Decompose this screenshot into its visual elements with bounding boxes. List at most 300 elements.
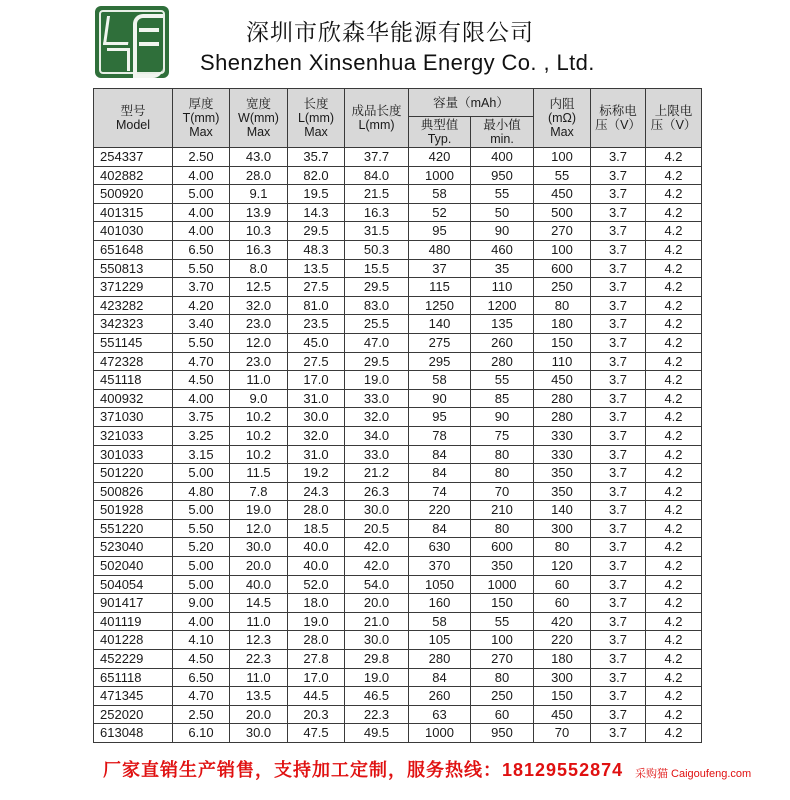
- cell-capacity-min: 250: [471, 687, 534, 706]
- cell-model: 401228: [94, 631, 173, 650]
- cell-nominal-voltage: 3.7: [591, 240, 646, 259]
- cell-thickness: 6.50: [173, 240, 230, 259]
- cell-model: 451118: [94, 371, 173, 390]
- cell-capacity-typ: 1000: [409, 166, 471, 185]
- cell-length: 40.0: [288, 538, 345, 557]
- cell-length: 31.0: [288, 389, 345, 408]
- cell-capacity-min: 260: [471, 333, 534, 352]
- cell-resistance: 350: [534, 482, 591, 501]
- cell-product-length: 50.3: [345, 240, 409, 259]
- cell-capacity-typ: 115: [409, 278, 471, 297]
- cell-capacity-min: 90: [471, 408, 534, 427]
- cell-model: 551145: [94, 333, 173, 352]
- cell-model: 401030: [94, 222, 173, 241]
- cell-length: 35.7: [288, 148, 345, 167]
- table-row: [94, 445, 702, 464]
- cell-product-length: 31.5: [345, 222, 409, 241]
- table-row: [94, 501, 702, 520]
- cell-thickness: 4.70: [173, 352, 230, 371]
- sales-hotline-slogan: 厂家直销生产销售，支持加工定制，服务热线：18129552874: [103, 760, 624, 780]
- cell-nominal-voltage: 3.7: [591, 371, 646, 390]
- cell-product-length: 84.0: [345, 166, 409, 185]
- table-row: [94, 538, 702, 557]
- cell-max-voltage: 4.2: [646, 687, 702, 706]
- cell-capacity-min: 55: [471, 612, 534, 631]
- cell-resistance: 330: [534, 426, 591, 445]
- cell-capacity-typ: 140: [409, 315, 471, 334]
- cell-resistance: 250: [534, 278, 591, 297]
- cell-model: 523040: [94, 538, 173, 557]
- cell-capacity-min: 350: [471, 557, 534, 576]
- cell-length: 19.5: [288, 185, 345, 204]
- cell-max-voltage: 4.2: [646, 259, 702, 278]
- cell-model: 501220: [94, 464, 173, 483]
- cell-resistance: 60: [534, 594, 591, 613]
- cell-thickness: 4.80: [173, 482, 230, 501]
- cell-max-voltage: 4.2: [646, 389, 702, 408]
- table-row: [94, 705, 702, 724]
- table-row: [94, 240, 702, 259]
- cell-resistance: 450: [534, 705, 591, 724]
- cell-capacity-min: 135: [471, 315, 534, 334]
- cell-capacity-min: 90: [471, 222, 534, 241]
- cell-capacity-typ: 58: [409, 371, 471, 390]
- cell-width: 9.1: [230, 185, 288, 204]
- cell-thickness: 4.20: [173, 296, 230, 315]
- cell-product-length: 83.0: [345, 296, 409, 315]
- cell-model: 901417: [94, 594, 173, 613]
- cell-thickness: 6.50: [173, 668, 230, 687]
- cell-nominal-voltage: 3.7: [591, 445, 646, 464]
- cell-product-length: 33.0: [345, 445, 409, 464]
- cell-resistance: 350: [534, 464, 591, 483]
- cell-model: 423282: [94, 296, 173, 315]
- cell-width: 23.0: [230, 315, 288, 334]
- cell-length: 14.3: [288, 203, 345, 222]
- cell-nominal-voltage: 3.7: [591, 612, 646, 631]
- cell-model: 551220: [94, 519, 173, 538]
- cell-resistance: 300: [534, 519, 591, 538]
- cell-resistance: 330: [534, 445, 591, 464]
- logo-stroke: [103, 16, 132, 45]
- cell-product-length: 30.0: [345, 501, 409, 520]
- cell-length: 45.0: [288, 333, 345, 352]
- table-row: [94, 482, 702, 501]
- cell-model: 472328: [94, 352, 173, 371]
- cell-product-length: 49.5: [345, 724, 409, 743]
- cell-width: 43.0: [230, 148, 288, 167]
- cell-resistance: 180: [534, 315, 591, 334]
- cell-thickness: 3.40: [173, 315, 230, 334]
- cell-thickness: 4.50: [173, 650, 230, 669]
- cell-thickness: 5.20: [173, 538, 230, 557]
- cell-max-voltage: 4.2: [646, 705, 702, 724]
- cell-capacity-min: 80: [471, 519, 534, 538]
- cell-resistance: 600: [534, 259, 591, 278]
- cell-model: 301033: [94, 445, 173, 464]
- cell-capacity-typ: 37: [409, 259, 471, 278]
- cell-product-length: 29.8: [345, 650, 409, 669]
- cell-max-voltage: 4.2: [646, 315, 702, 334]
- cell-capacity-min: 50: [471, 203, 534, 222]
- cell-length: 24.3: [288, 482, 345, 501]
- cell-max-voltage: 4.2: [646, 371, 702, 390]
- cell-thickness: 5.50: [173, 333, 230, 352]
- cell-model: 651648: [94, 240, 173, 259]
- cell-thickness: 3.15: [173, 445, 230, 464]
- cell-model: 252020: [94, 705, 173, 724]
- cell-capacity-typ: 90: [409, 389, 471, 408]
- cell-nominal-voltage: 3.7: [591, 333, 646, 352]
- cell-capacity-min: 70: [471, 482, 534, 501]
- header-model: 型号 Model: [94, 89, 173, 148]
- cell-capacity-typ: 84: [409, 668, 471, 687]
- cell-product-length: 16.3: [345, 203, 409, 222]
- table-row: [94, 612, 702, 631]
- cell-capacity-typ: 220: [409, 501, 471, 520]
- cell-length: 29.5: [288, 222, 345, 241]
- cell-model: 371229: [94, 278, 173, 297]
- cell-nominal-voltage: 3.7: [591, 705, 646, 724]
- cell-width: 11.0: [230, 371, 288, 390]
- cell-max-voltage: 4.2: [646, 445, 702, 464]
- cell-thickness: 5.00: [173, 575, 230, 594]
- cell-capacity-min: 110: [471, 278, 534, 297]
- cell-max-voltage: 4.2: [646, 296, 702, 315]
- cell-width: 20.0: [230, 705, 288, 724]
- cell-product-length: 25.5: [345, 315, 409, 334]
- cell-model: 401119: [94, 612, 173, 631]
- cell-model: 452229: [94, 650, 173, 669]
- cell-max-voltage: 4.2: [646, 594, 702, 613]
- header-width: 宽度 W(mm) Max: [230, 89, 288, 148]
- cell-capacity-typ: 105: [409, 631, 471, 650]
- cell-nominal-voltage: 3.7: [591, 650, 646, 669]
- cell-model: 550813: [94, 259, 173, 278]
- cell-max-voltage: 4.2: [646, 557, 702, 576]
- cell-max-voltage: 4.2: [646, 668, 702, 687]
- header-capacity: 容量（mAh）: [409, 89, 534, 117]
- cell-capacity-min: 80: [471, 668, 534, 687]
- header-nominal-voltage: 标称电 压（V）: [591, 89, 646, 148]
- cell-product-length: 42.0: [345, 557, 409, 576]
- cell-thickness: 5.50: [173, 519, 230, 538]
- cell-width: 12.3: [230, 631, 288, 650]
- cell-resistance: 270: [534, 222, 591, 241]
- cell-length: 40.0: [288, 557, 345, 576]
- cell-capacity-typ: 58: [409, 185, 471, 204]
- cell-resistance: 150: [534, 333, 591, 352]
- company-name-cn: 深圳市欣森华能源有限公司: [246, 19, 534, 45]
- cell-thickness: 5.00: [173, 185, 230, 204]
- logo-stroke: [139, 42, 159, 46]
- cell-capacity-min: 950: [471, 724, 534, 743]
- table-row: [94, 724, 702, 743]
- cell-thickness: 4.00: [173, 222, 230, 241]
- cell-product-length: 47.0: [345, 333, 409, 352]
- cell-length: 52.0: [288, 575, 345, 594]
- cell-capacity-typ: 78: [409, 426, 471, 445]
- company-name-en: Shenzhen Xinsenhua Energy Co. , Ltd.: [200, 50, 595, 75]
- cell-nominal-voltage: 3.7: [591, 575, 646, 594]
- cell-length: 19.0: [288, 612, 345, 631]
- cell-thickness: 5.50: [173, 259, 230, 278]
- logo-stroke: [133, 14, 163, 78]
- table-row: [94, 333, 702, 352]
- cell-width: 10.2: [230, 408, 288, 427]
- cell-max-voltage: 4.2: [646, 464, 702, 483]
- cell-product-length: 22.3: [345, 705, 409, 724]
- cell-product-length: 34.0: [345, 426, 409, 445]
- cell-thickness: 4.70: [173, 687, 230, 706]
- cell-length: 18.0: [288, 594, 345, 613]
- cell-nominal-voltage: 3.7: [591, 352, 646, 371]
- cell-product-length: 15.5: [345, 259, 409, 278]
- cell-model: 501928: [94, 501, 173, 520]
- cell-thickness: 5.00: [173, 557, 230, 576]
- cell-nominal-voltage: 3.7: [591, 464, 646, 483]
- cell-length: 47.5: [288, 724, 345, 743]
- table-row: [94, 575, 702, 594]
- cell-capacity-typ: 370: [409, 557, 471, 576]
- table-row: [94, 148, 702, 167]
- cell-product-length: 29.5: [345, 352, 409, 371]
- cell-model: 342323: [94, 315, 173, 334]
- header-min: 最小值 min.: [471, 117, 534, 148]
- cell-model: 400932: [94, 389, 173, 408]
- cell-capacity-typ: 295: [409, 352, 471, 371]
- cell-nominal-voltage: 3.7: [591, 389, 646, 408]
- table-row: [94, 594, 702, 613]
- cell-nominal-voltage: 3.7: [591, 185, 646, 204]
- cell-width: 10.2: [230, 426, 288, 445]
- cell-capacity-typ: 280: [409, 650, 471, 669]
- cell-product-length: 30.0: [345, 631, 409, 650]
- cell-capacity-min: 210: [471, 501, 534, 520]
- cell-product-length: 32.0: [345, 408, 409, 427]
- cell-length: 81.0: [288, 296, 345, 315]
- cell-max-voltage: 4.2: [646, 333, 702, 352]
- cell-length: 28.0: [288, 631, 345, 650]
- cell-model: 471345: [94, 687, 173, 706]
- cell-length: 27.5: [288, 278, 345, 297]
- cell-model: 254337: [94, 148, 173, 167]
- cell-capacity-min: 1200: [471, 296, 534, 315]
- cell-resistance: 220: [534, 631, 591, 650]
- cell-resistance: 120: [534, 557, 591, 576]
- cell-model: 502040: [94, 557, 173, 576]
- table-row: [94, 185, 702, 204]
- cell-max-voltage: 4.2: [646, 203, 702, 222]
- cell-width: 11.0: [230, 612, 288, 631]
- cell-capacity-min: 100: [471, 631, 534, 650]
- cell-length: 27.8: [288, 650, 345, 669]
- cell-nominal-voltage: 3.7: [591, 408, 646, 427]
- cell-capacity-typ: 260: [409, 687, 471, 706]
- cell-length: 20.3: [288, 705, 345, 724]
- cell-max-voltage: 4.2: [646, 278, 702, 297]
- cell-max-voltage: 4.2: [646, 222, 702, 241]
- cell-thickness: 9.00: [173, 594, 230, 613]
- cell-product-length: 46.5: [345, 687, 409, 706]
- cell-thickness: 3.25: [173, 426, 230, 445]
- cell-width: 11.5: [230, 464, 288, 483]
- cell-capacity-typ: 95: [409, 222, 471, 241]
- cell-product-length: 20.0: [345, 594, 409, 613]
- cell-length: 30.0: [288, 408, 345, 427]
- cell-length: 27.5: [288, 352, 345, 371]
- cell-length: 19.2: [288, 464, 345, 483]
- cell-width: 12.5: [230, 278, 288, 297]
- cell-resistance: 280: [534, 389, 591, 408]
- cell-resistance: 450: [534, 371, 591, 390]
- table-row: [94, 203, 702, 222]
- table-row: [94, 687, 702, 706]
- cell-thickness: 4.00: [173, 203, 230, 222]
- cell-capacity-typ: 84: [409, 445, 471, 464]
- table-row: [94, 631, 702, 650]
- cell-thickness: 4.50: [173, 371, 230, 390]
- cell-max-voltage: 4.2: [646, 352, 702, 371]
- cell-nominal-voltage: 3.7: [591, 687, 646, 706]
- table-body: [94, 148, 702, 743]
- cell-thickness: 5.00: [173, 501, 230, 520]
- table-row: [94, 315, 702, 334]
- cell-resistance: 180: [534, 650, 591, 669]
- cell-capacity-min: 35: [471, 259, 534, 278]
- cell-capacity-typ: 63: [409, 705, 471, 724]
- cell-product-length: 21.2: [345, 464, 409, 483]
- cell-product-length: 54.0: [345, 575, 409, 594]
- cell-resistance: 55: [534, 166, 591, 185]
- table-row: [94, 650, 702, 669]
- cell-capacity-typ: 275: [409, 333, 471, 352]
- cell-nominal-voltage: 3.7: [591, 222, 646, 241]
- battery-spec-table: [93, 88, 702, 743]
- cell-width: 22.3: [230, 650, 288, 669]
- cell-model: 500826: [94, 482, 173, 501]
- cell-model: 504054: [94, 575, 173, 594]
- cell-resistance: 70: [534, 724, 591, 743]
- cell-model: 321033: [94, 426, 173, 445]
- table-row: [94, 668, 702, 687]
- cell-capacity-typ: 84: [409, 519, 471, 538]
- cell-max-voltage: 4.2: [646, 426, 702, 445]
- cell-product-length: 20.5: [345, 519, 409, 538]
- cell-width: 14.5: [230, 594, 288, 613]
- cell-length: 48.3: [288, 240, 345, 259]
- cell-length: 82.0: [288, 166, 345, 185]
- cell-nominal-voltage: 3.7: [591, 296, 646, 315]
- cell-capacity-min: 55: [471, 185, 534, 204]
- cell-width: 32.0: [230, 296, 288, 315]
- cell-product-length: 33.0: [345, 389, 409, 408]
- cell-product-length: 19.0: [345, 371, 409, 390]
- cell-width: 9.0: [230, 389, 288, 408]
- header-typ: 典型值 Typ.: [409, 117, 471, 148]
- header-product-length: 成品长度 L(mm): [345, 89, 409, 148]
- cell-length: 23.5: [288, 315, 345, 334]
- logo-stroke: [107, 48, 130, 71]
- cell-thickness: 4.00: [173, 166, 230, 185]
- watermark: 采购猫 Caigoufeng.com: [635, 768, 752, 780]
- cell-thickness: 2.50: [173, 705, 230, 724]
- cell-max-voltage: 4.2: [646, 240, 702, 259]
- cell-capacity-min: 600: [471, 538, 534, 557]
- cell-max-voltage: 4.2: [646, 482, 702, 501]
- cell-max-voltage: 4.2: [646, 148, 702, 167]
- table-row: [94, 222, 702, 241]
- cell-width: 23.0: [230, 352, 288, 371]
- table-row: [94, 278, 702, 297]
- table-row: [94, 352, 702, 371]
- table-row: [94, 557, 702, 576]
- cell-model: 371030: [94, 408, 173, 427]
- table-header-row: [94, 89, 702, 117]
- cell-width: 8.0: [230, 259, 288, 278]
- cell-model: 500920: [94, 185, 173, 204]
- cell-width: 11.0: [230, 668, 288, 687]
- cell-length: 17.0: [288, 668, 345, 687]
- cell-nominal-voltage: 3.7: [591, 278, 646, 297]
- cell-width: 20.0: [230, 557, 288, 576]
- cell-nominal-voltage: 3.7: [591, 203, 646, 222]
- cell-max-voltage: 4.2: [646, 612, 702, 631]
- cell-thickness: 4.00: [173, 389, 230, 408]
- cell-length: 32.0: [288, 426, 345, 445]
- cell-product-length: 37.7: [345, 148, 409, 167]
- cell-nominal-voltage: 3.7: [591, 538, 646, 557]
- cell-capacity-typ: 95: [409, 408, 471, 427]
- cell-max-voltage: 4.2: [646, 631, 702, 650]
- cell-resistance: 420: [534, 612, 591, 631]
- cell-resistance: 300: [534, 668, 591, 687]
- cell-resistance: 450: [534, 185, 591, 204]
- cell-product-length: 29.5: [345, 278, 409, 297]
- cell-model: 402882: [94, 166, 173, 185]
- cell-thickness: 3.75: [173, 408, 230, 427]
- cell-thickness: 2.50: [173, 148, 230, 167]
- cell-capacity-min: 75: [471, 426, 534, 445]
- cell-width: 28.0: [230, 166, 288, 185]
- cell-capacity-typ: 480: [409, 240, 471, 259]
- cell-thickness: 5.00: [173, 464, 230, 483]
- cell-capacity-min: 85: [471, 389, 534, 408]
- table-row: [94, 464, 702, 483]
- cell-capacity-min: 150: [471, 594, 534, 613]
- cell-nominal-voltage: 3.7: [591, 166, 646, 185]
- cell-max-voltage: 4.2: [646, 650, 702, 669]
- cell-max-voltage: 4.2: [646, 538, 702, 557]
- cell-nominal-voltage: 3.7: [591, 259, 646, 278]
- cell-width: 16.3: [230, 240, 288, 259]
- cell-thickness: 3.70: [173, 278, 230, 297]
- cell-max-voltage: 4.2: [646, 519, 702, 538]
- cell-capacity-typ: 160: [409, 594, 471, 613]
- cell-capacity-min: 55: [471, 371, 534, 390]
- cell-width: 40.0: [230, 575, 288, 594]
- table-row: [94, 371, 702, 390]
- cell-nominal-voltage: 3.7: [591, 315, 646, 334]
- cell-nominal-voltage: 3.7: [591, 519, 646, 538]
- cell-max-voltage: 4.2: [646, 408, 702, 427]
- cell-nominal-voltage: 3.7: [591, 482, 646, 501]
- cell-length: 17.0: [288, 371, 345, 390]
- cell-product-length: 42.0: [345, 538, 409, 557]
- cell-nominal-voltage: 3.7: [591, 557, 646, 576]
- cell-capacity-min: 460: [471, 240, 534, 259]
- cell-width: 7.8: [230, 482, 288, 501]
